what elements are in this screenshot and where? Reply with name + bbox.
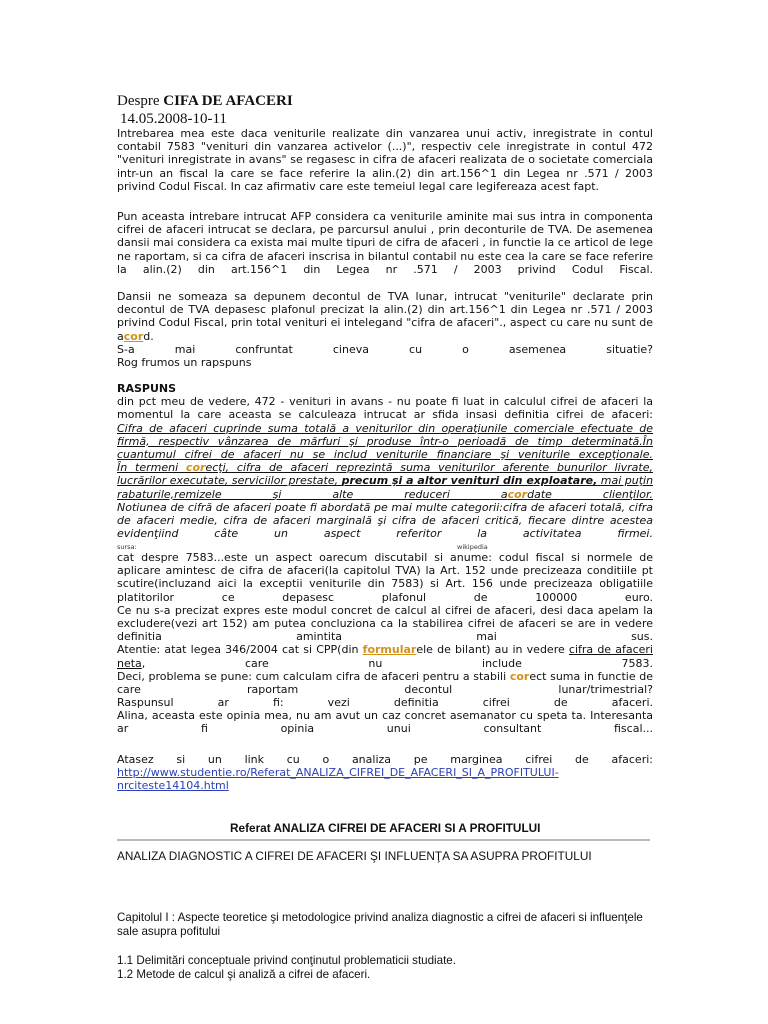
text-line: din pct meu de vedere, 472 - venituri in avans - nu poate fi luat in calculul cifrei de afaceri la — [117, 395, 653, 409]
chapter-block — [117, 911, 657, 939]
text-line: Pun aceasta intrebare intrucat AFP considera ca veniturile aminite mai sus intra in componenta — [117, 210, 653, 223]
chapter-title-cont: sale asupra pofitului — [117, 925, 221, 938]
question-paragraph-1 — [117, 127, 653, 193]
chapter-items — [117, 954, 657, 982]
attention-line: neta, care nu include 7583. — [117, 656, 653, 670]
text-line: contabil 7583 "venituri din vanzarea activelor (...)", respectiv cele inregistrate in contul 472 — [117, 140, 653, 154]
referat-title: Referat ANALIZA CIFREI DE AFACERI SI A PROFITULUI — [230, 821, 541, 835]
text-line: Intrebarea mea este daca veniturile realizate din vanzarea unui activ, inregistrate in contul — [117, 127, 653, 140]
text-line: dansii mai considera ca exista mai multe tipuri de cifra de afaceri , in functie la ce articol de lege — [117, 236, 653, 250]
definition-line: Cifra de afaceri cuprinde suma totală a veniturilor din operaţiunile comerciale efectuate de — [117, 421, 653, 435]
text-line: scutire(incluzand aici la exceptii veniturile din 7583) si Art. 156 unde precizeaza obligatiile — [117, 577, 653, 591]
text-line: platitorilor ce depasesc plafonul de 100000 euro. — [117, 590, 653, 604]
text-line: Alina, aceasta este opinia mea, nu am avut un caz concret asemanator cu speta ta. Interesanta — [117, 709, 653, 723]
text-line: privind Codul Fiscal, prin total venituri ei intelegand "cifra de afaceri"., aspect cu care nu sunt de — [117, 316, 653, 330]
referat-link[interactable]: http://www.studentie.ro/Referat_ANALIZA_CIFREI_DE_AFACERI_SI_A_PROFITULUI- — [117, 766, 559, 780]
answer-discussion — [117, 551, 653, 736]
answer-section — [117, 382, 653, 540]
keyword-highlight[interactable]: formular — [362, 643, 417, 657]
post-date: 14.05.2008-10-11 — [120, 111, 227, 127]
title-main: CIFA DE AFACERI — [163, 93, 293, 109]
title-prefix: Despre — [117, 93, 164, 109]
question-paragraph-3 — [117, 290, 653, 369]
list-item: 1.1 Delimitări conceptuale privind conţinutul problematicii studiate. — [117, 954, 456, 967]
source-label: sursa: — [117, 543, 137, 551]
text-line: ar fi opinia unui consultant fiscal... — [117, 722, 653, 736]
referat-subtitle: ANALIZA DIAGNOSTIC A CIFREI DE AFACERI ŞI INFLUENŢA SA ASUPRA PROFITULUI — [117, 849, 592, 863]
request-line: Rog frumos un rapspuns — [117, 355, 252, 369]
attention-line: Atentie: atat legea 346/2004 cat si CPP(din formularele de bilant) au in vedere cifra de afaceri — [117, 643, 653, 657]
text-line: intr-un an fiscal la care se face referire la alin.(2) din art.156^1 din Legea nr .571 / 2003 — [117, 166, 653, 180]
keyword-highlight[interactable]: cor — [509, 669, 530, 683]
text-line: Dansii ne someaza sa depunem decontul de TVA lunar, intrucat "veniturile" declarate prin — [117, 290, 653, 303]
text-line: Raspunsul ar fi: vezi definitia cifrei de afaceri. — [117, 696, 653, 710]
keyword-highlight[interactable]: cor — [185, 461, 206, 475]
text-line: care raportam decontul lunar/trimestrial? — [117, 682, 653, 696]
text-line: la alin.(2) din art.156^1 din Legea nr .571 / 2003 privind Codul Fiscal. — [117, 262, 653, 276]
list-item: 1.2 Metode de calcul şi analiză a cifrei de afaceri. — [117, 968, 371, 981]
text-line: definitia amintita mai sus. — [117, 630, 653, 644]
text-line: Deci, problema se pune: cum calculam cifra de afaceri pentru a stabili corect suma in functie de — [117, 669, 653, 683]
text-line: excludere(vezi art 152) am putea concluziona ca la stabilirea cifrei de afaceri se are in vedere — [117, 616, 653, 630]
divider — [117, 839, 650, 841]
text-line: aplicare amintesc de cifra de afaceri(la capitolul TVA) la Art. 152 unde precizeaza conditiile pt — [117, 564, 653, 578]
notion-line: de afaceri medie, cifra de afaceri marginală şi cifra de afaceri critică, fiecare dintre acestea — [117, 513, 653, 527]
answer-heading: RASPUNS — [117, 382, 177, 395]
referat-link-cont[interactable]: nrciteste14104.html — [117, 779, 229, 793]
text-line: decontul de TVA depasesc plafonul precizat la alin.(2) din art.156^1 din Legea nr .571 / 2003 — [117, 303, 653, 317]
text-line: momentul la care aceasta se calculeaza intrucat ar sfida insasi definitia cifrei de afaceri: — [117, 408, 653, 422]
acord-line: acord. — [117, 329, 154, 343]
text-line: cat despre 7583...este un aspect oarecum discutabil si anume: codul fiscal si normele de — [117, 551, 653, 564]
definition-line: rabaturile,remizele şi alte reduceri acordate clienţilor. — [117, 487, 653, 501]
keyword-highlight[interactable]: cor — [123, 329, 144, 343]
chapter-title: Capitolul I : Aspecte teoretice şi metodologice privind analiza diagnostic a cifrei de afaceri si influenţele — [117, 911, 643, 924]
definition-line: firmă, respectiv vânzarea de mărfuri şi produse într-o perioadă de timp determinată.În — [117, 434, 653, 448]
keyword-highlight[interactable]: cor — [507, 487, 528, 501]
source-wikipedia: wikipedia — [457, 543, 488, 551]
question-line: S-a mai confruntat cineva cu o asemenea situatie? — [117, 342, 653, 356]
page-title — [117, 93, 293, 110]
text-line: privind Codul Fiscal. In caz afirmativ care este temeiul legal care legifereaza acest fapt. — [117, 179, 600, 193]
definition-line: cuantumul cifrei de afaceri nu se includ veniturile financiare şi veniturile excepţionale. — [117, 447, 653, 461]
definition-line: În termeni corecţi, cifra de afaceri reprezintă suma veniturilor aferente bunurilor livrate, — [117, 461, 653, 475]
question-paragraph-2 — [117, 210, 653, 276]
text-line: ne raportam, si ca cifra de afaceri inscrisa in bilantul contabil nu este cea la care se face referire — [117, 249, 653, 263]
text-line: Atasez si un link cu o analiza pe marginea cifrei de afaceri: — [117, 753, 653, 766]
notion-line: Notiunea de cifră de afaceri poate fi abordată pe mai multe categorii:cifra de afaceri totală, cifra — [117, 500, 653, 514]
text-line: "venituri inregistrate in avans" se regasesc in cifra de afaceri realizata de o societate comerciala — [117, 153, 653, 167]
definition-line: lucrărilor executate, serviciilor prestate, precum şi a altor venituri din exploatare, mai puţin — [117, 474, 653, 488]
text-line: cifrei de afaceri intrucat se declara, pe parcursul anului , prin deconturile de TVA. De asemenea — [117, 223, 653, 237]
notion-line: evidenţiind câte un aspect referitor la activitatea firmei. — [117, 527, 653, 541]
text-line: Ce nu s-a precizat expres este modul concret de calcul al cifrei de afaceri, desi daca apelam la — [117, 603, 653, 617]
link-paragraph — [117, 753, 653, 793]
